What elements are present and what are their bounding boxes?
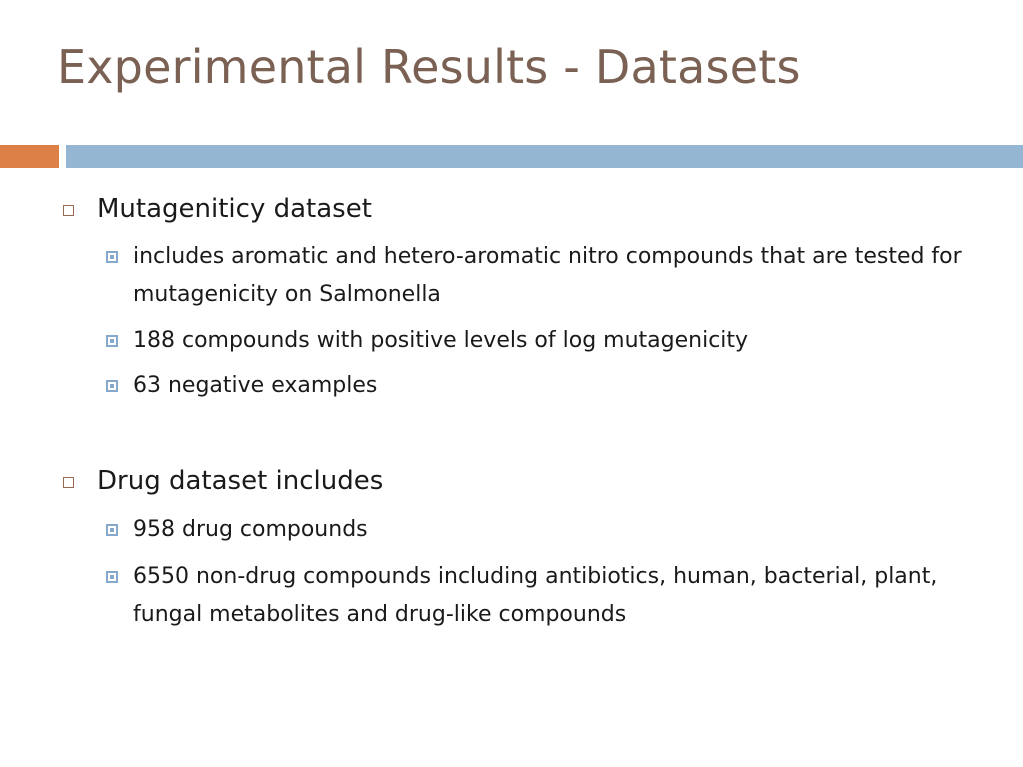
bullet-level2: 188 compounds with positive levels of log mutagenicity	[133, 328, 749, 353]
filled-square-bullet-icon	[106, 251, 118, 263]
bullet-level1: Drug dataset includes	[97, 466, 384, 496]
bullet-level1: Mutageniticy dataset	[97, 194, 372, 224]
filled-square-bullet-icon	[106, 380, 118, 392]
title-accent-bar-blue	[66, 145, 1023, 168]
hollow-square-bullet-icon	[63, 205, 74, 216]
filled-square-bullet-icon	[106, 335, 118, 347]
bullet-level2: 63 negative examples	[133, 373, 378, 398]
bullet-level2: 958 drug compounds	[133, 517, 368, 542]
filled-square-bullet-icon	[106, 571, 118, 583]
hollow-square-bullet-icon	[63, 477, 74, 488]
slide-title: Experimental Results - Datasets	[57, 40, 801, 94]
filled-square-bullet-icon	[106, 524, 118, 536]
title-accent-bar-orange	[0, 145, 59, 168]
bullet-level2: 6550 non-drug compounds including antibiotics, human, bacterial, plant, fungal metabolites and drug-like compounds	[133, 564, 938, 627]
bullet-level2: includes aromatic and hetero-aromatic nitro compounds that are tested for mutagenicity on Salmonella	[133, 244, 962, 307]
